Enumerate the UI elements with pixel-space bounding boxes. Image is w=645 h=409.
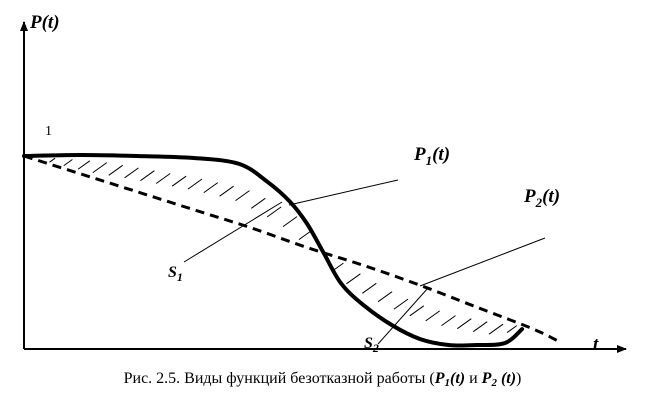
x-axis-label: t bbox=[593, 334, 599, 355]
hatch-mark bbox=[50, 158, 56, 162]
hatch-mark bbox=[64, 160, 73, 166]
legend-p2: $P_2(t)$ bbox=[524, 186, 561, 210]
hatch-mark bbox=[507, 326, 517, 333]
hatch-mark bbox=[267, 207, 281, 217]
figure-caption: Рис. 2.5. Виды функций безотказной работы (P1(t) и P2 (t)) bbox=[123, 370, 522, 389]
hatch-mark bbox=[410, 306, 424, 316]
area-label-s1: $S_1$ bbox=[168, 264, 183, 284]
hatch-mark bbox=[251, 198, 265, 208]
legend-p1: $P_1(t)$ bbox=[414, 144, 451, 168]
hatch-mark bbox=[457, 319, 471, 329]
y-axis-label: P(t) bbox=[30, 12, 60, 33]
hatch-mark bbox=[426, 311, 440, 321]
hatch-mark bbox=[283, 217, 297, 227]
hatch-mark bbox=[236, 191, 250, 201]
hatch-mark bbox=[93, 163, 107, 173]
hatch-mark bbox=[473, 322, 487, 332]
y-tick-label-1: 1 bbox=[45, 124, 52, 139]
leader-p1 bbox=[289, 180, 398, 205]
hatch-mark bbox=[442, 316, 456, 326]
series-p2-line bbox=[24, 156, 562, 343]
hatch-mark bbox=[489, 324, 503, 334]
hatch-mark bbox=[220, 186, 234, 196]
hatch-mark bbox=[188, 179, 202, 189]
hatch-mark bbox=[394, 299, 408, 309]
hatch-mark bbox=[156, 174, 170, 184]
hatch-mark bbox=[140, 171, 154, 181]
leader-p2 bbox=[420, 238, 545, 286]
hatch-mark bbox=[125, 168, 139, 178]
hatch-mark bbox=[78, 161, 90, 169]
hatch-mark bbox=[109, 165, 123, 175]
hatch-mark bbox=[204, 183, 218, 193]
hatching bbox=[50, 158, 517, 334]
hatch-mark bbox=[172, 176, 186, 186]
area-label-s2: $S_2$ bbox=[364, 335, 379, 355]
series-p1-line bbox=[24, 155, 522, 346]
hatch-mark bbox=[378, 292, 392, 302]
hatch-mark bbox=[362, 283, 376, 293]
hatch-mark bbox=[346, 274, 360, 284]
